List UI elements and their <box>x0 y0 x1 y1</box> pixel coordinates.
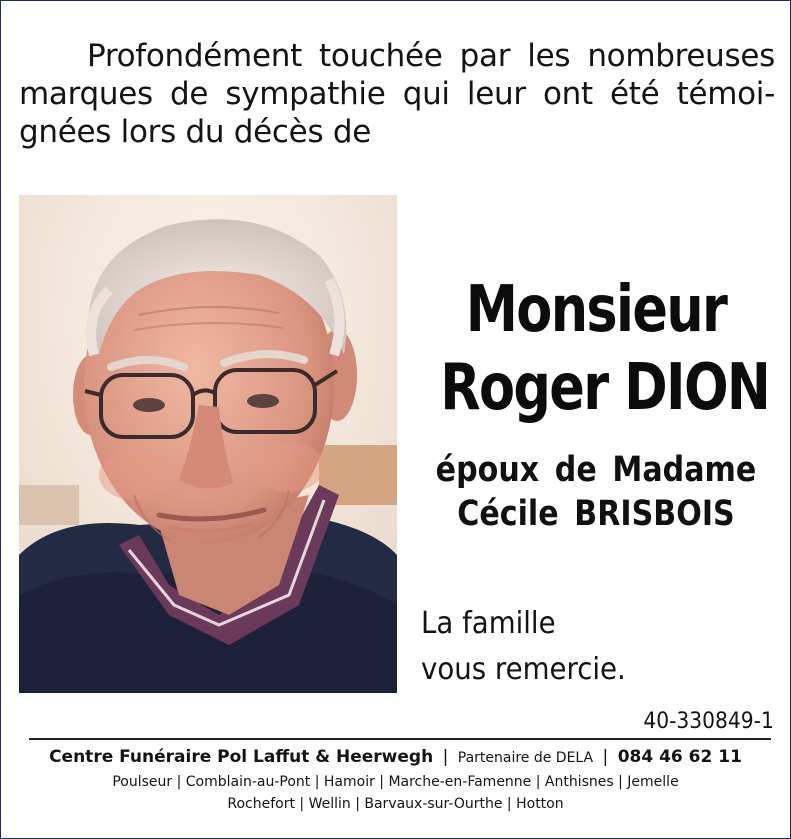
towns-line-1: Poulseur | Comblain-au-Pont | Hamoir | Marche-en-Famenne | Anthisnes | Jemelle <box>112 774 679 790</box>
portrait-photo <box>19 195 397 693</box>
footer <box>1 744 790 815</box>
separator: | <box>442 747 449 767</box>
reference-number: 40-330849-1 <box>643 709 774 734</box>
thanks-line-1: La famille <box>421 606 556 641</box>
funeral-home-name: Centre Funéraire Pol Laffut & Heerwegh <box>49 747 434 767</box>
towns-line-2: Rochefort | Wellin | Barvaux-sur-Ourthe | Hotton <box>227 796 564 812</box>
phone-number: 084 46 62 11 <box>617 747 742 767</box>
footer-divider <box>29 738 771 740</box>
thanks-message <box>421 601 781 693</box>
deceased-title: Monsieur <box>465 273 727 347</box>
deceased-name <box>406 271 786 427</box>
separator: | <box>602 747 609 767</box>
footer-contact-line <box>1 744 790 771</box>
spouse-line-2: Cécile BRISBOIS <box>457 494 735 534</box>
spouse-block <box>406 448 786 536</box>
deceased-fullname: Roger DION <box>440 351 770 425</box>
partner-text: Partenaire de DELA <box>457 750 594 766</box>
thanks-line-2: vous remercie. <box>421 652 626 687</box>
intro-text: Profondément touchée par les nombreuses marques de sympathie qui leur ont été témoi-gnées lors du décès de <box>19 38 775 150</box>
spouse-line-1: époux de Madame <box>435 450 757 490</box>
